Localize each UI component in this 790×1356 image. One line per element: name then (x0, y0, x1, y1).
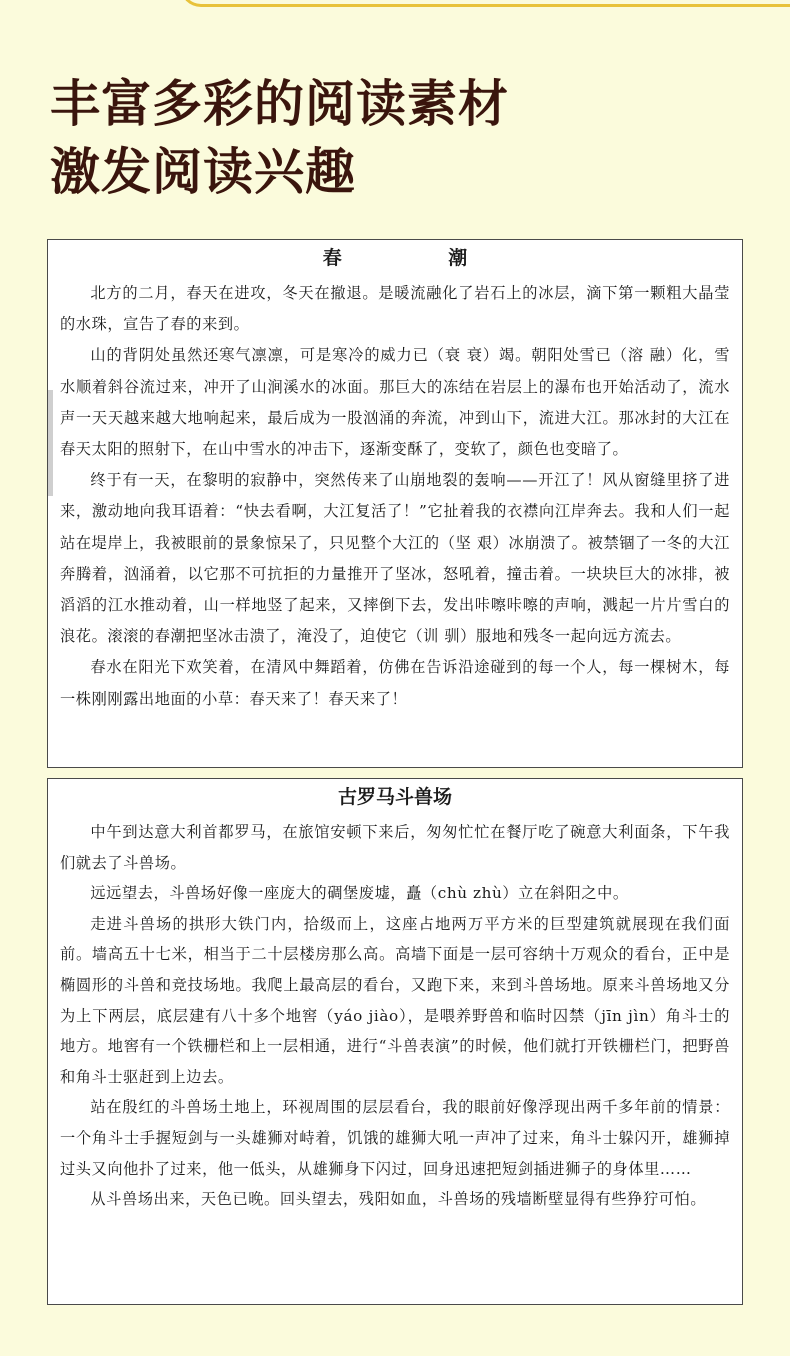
article-card-colosseum (47, 778, 743, 1305)
headline-line-1: 丰富多彩的阅读素材 (50, 75, 509, 133)
headline-line-2: 激发阅读兴趣 (50, 143, 356, 201)
article-paragraph: 北方的二月，春天在进攻，冬天在撤退。是暖流融化了岩石上的冰层，滴下第一颗粗大晶莹的水珠，宣告了春的来到。 (60, 284, 730, 334)
article-title: 古罗马斗兽场 (337, 786, 452, 808)
article-paragraph: 从斗兽场出来，天色已晚。回头望去，残阳如血，斗兽场的残墙断壁显得有些狰狞可怕。 (90, 1190, 707, 1209)
article-paragraph: 走进斗兽场的拱形大铁门内，拾级而上，这座占地两万平方米的巨型建筑就展现在我们面前。墙高五十七米，相当于二十层楼房那么高。高墙下面是一层可容纳十万观众的看台，正中是椭圆形的斗兽和竞技场地。我爬上最高层的看台，又跑下来，来到斗兽场地。原来斗兽场地又分为上下两层，底层建有八十多个地窖（yáo jiào），是喂养野兽和临时囚禁（jīn jìn）角斗士的地方。地窖有一个铁栅栏和上一层相通，进行“斗兽表演”的时候，他们就打开铁栅栏门，把野兽和角斗士驱赶到上边去。 (60, 914, 730, 1086)
article-paragraph: 站在殷红的斗兽场土地上，环视周围的层层看台，我的眼前好像浮现出两千多年前的情景：一个角斗士手握短剑与一头雄狮对峙着，饥饿的雄狮大吼一声冲了过来，角斗士躲闪开，雄狮掉过头又向他扑了过来，他一低头，从雄狮身下闪过，回身迅速把短剑插进狮子的身体里…… (60, 1098, 730, 1178)
article-paragraph: 山的背阴处虽然还寒气凛凛，可是寒冷的威力已（衰 衰）竭。朝阳处雪已（溶 融）化，雪水顺着斜谷流过来，冲开了山涧溪水的冰面。那巨大的冻结在岩层上的瀑布也开始活动了，流水声一天天越来越大地响起来，最后成为一股汹涌的奔流，冲到山下，流进大江。那冰封的大江在春天太阳的照射下，在山中雪水的冲击下，逐渐变酥了，变软了，颜色也变暗了。 (60, 346, 730, 459)
article-paragraph: 终于有一天，在黎明的寂静中，突然传来了山崩地裂的轰响——开江了！风从窗缝里挤了进来，激动地向我耳语着：“快去看啊，大江复活了！”它扯着我的衣襟向江岸奔去。我和人们一起站在堤岸上，我被眼前的景象惊呆了，只见整个大江的（坚 艰）冰崩溃了。被禁锢了一冬的大江奔腾着，汹涌着，以它那不可抗拒的力量推开了坚冰，怒吼着，撞击着。一块块巨大的冰排，被滔滔的江水推动着，山一样地竖了起来，又摔倒下去，发出咔嚓咔嚓的声响，溅起一片片雪白的浪花。滚滚的春潮把坚冰击溃了，淹没了，迫使它（训 驯）服地和残冬一起向远方流去。 (60, 471, 730, 646)
scan-shadow-bar (48, 390, 53, 496)
article-paragraph: 中午到达意大利首都罗马，在旅馆安顿下来后，匆匆忙忙在餐厅吃了碗意大利面条，下午我们就去了斗兽场。 (60, 823, 730, 872)
article-title: 春 潮 (322, 247, 498, 269)
article-paragraph: 远远望去，斗兽场好像一座庞大的碉堡废墟，矗（chù zhù）立在斜阳之中。 (90, 884, 629, 903)
top-decorative-curve (180, 0, 790, 7)
headline (50, 70, 509, 206)
article-paragraph: 春水在阳光下欢笑着，在清风中舞蹈着，仿佛在告诉沿途碰到的每一个人，每一棵树木，每一株刚刚露出地面的小草：春天来了！春天来了！ (60, 658, 730, 708)
article-card-spring-tide (47, 239, 743, 768)
